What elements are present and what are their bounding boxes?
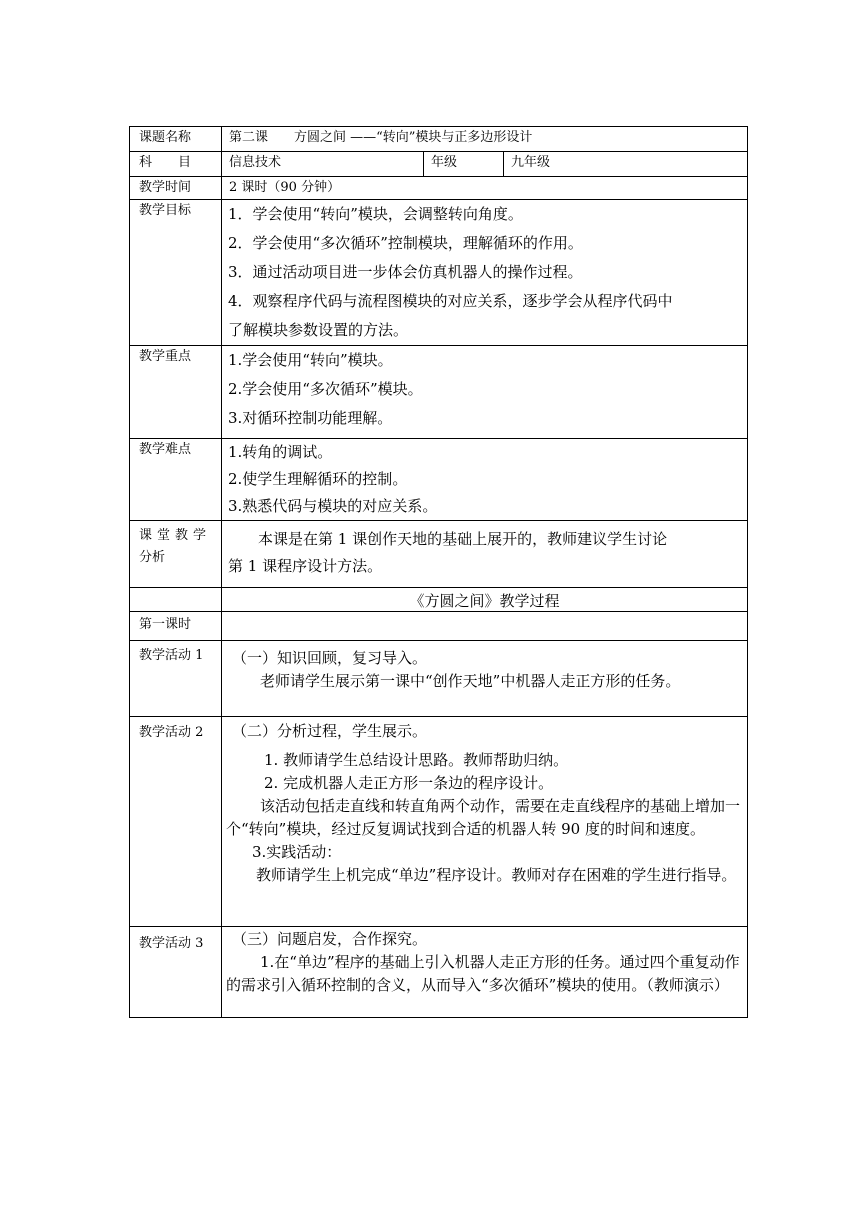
- label-time: 教学时间: [130, 177, 222, 200]
- goal-item: 2．学会使用“多次循环”控制模块，理解循环的作用。: [228, 234, 583, 252]
- label-analysis: [130, 521, 222, 588]
- row-subject: [130, 152, 748, 177]
- activity-1-text: 老师请学生展示第一课中“创作天地”中机器人走正方形的任务。: [260, 672, 681, 690]
- row-activity-3: [130, 927, 748, 1018]
- activity-3-heading: （三）问题启发，合作探究。: [232, 930, 428, 948]
- label-subject: 科 目: [130, 152, 222, 177]
- row-analysis: [130, 521, 748, 588]
- row-time: [130, 177, 748, 200]
- difficulties-cell: [222, 439, 748, 521]
- label-title: 课题名称: [130, 127, 222, 152]
- label-first-period: 第一课时: [130, 612, 222, 641]
- analysis-label-line2: 分析: [139, 550, 166, 565]
- row-process-title: [130, 588, 748, 612]
- goal-item: 3．通过活动项目进一步体会仿真机器人的操作过程。: [228, 263, 583, 281]
- goals-cell: [222, 200, 748, 346]
- row-key-points: [130, 346, 748, 439]
- key-point-item: 1.学会使用“转向”模块。: [228, 351, 393, 369]
- goal-item: 了解模块参数设置的方法。: [228, 321, 409, 339]
- key-point-item: 2.学会使用“多次循环”模块。: [228, 380, 423, 398]
- analysis-text-line2: 第 1 课程序设计方法。: [228, 557, 383, 575]
- activity-2-step2: 2. 完成机器人走正方形一条边的程序设计。: [264, 774, 554, 792]
- difficulty-item: 1.转角的调试。: [228, 443, 333, 461]
- analysis-text-line1: 本课是在第 1 课创作天地的基础上展开的，教师建议学生讨论: [258, 530, 668, 548]
- process-title: 《方圆之间》教学过程: [222, 588, 748, 612]
- activity-2-step3: 3.实践活动：: [252, 843, 342, 861]
- activity-2-step1: 1. 教师请学生总结设计思路。教师帮助归纳。: [264, 751, 569, 769]
- activity-2-cell: [222, 717, 748, 927]
- activity-2-paragraph: 该活动包括走直线和转直角两个动作，需要在走直线程序的基础上增加一个“转向”模块，经过反复调试找到合适的机器人转 90 度的时间和速度。: [226, 797, 741, 838]
- activity-2-paragraph-2: 教师请学生上机完成“单边”程序设计。教师对存在困难的学生进行指导。: [256, 866, 737, 884]
- label-activity-2: 教学活动 2: [130, 717, 222, 927]
- label-activity-3: 教学活动 3: [130, 927, 222, 1018]
- difficulty-item: 3.熟悉代码与模块的对应关系。: [228, 497, 438, 515]
- first-period-empty: [222, 612, 748, 641]
- lesson-plan-table: [129, 126, 748, 1018]
- process-title-empty: [130, 588, 222, 612]
- value-grade: 九年级: [504, 152, 748, 177]
- value-time: 2 课时（90 分钟）: [222, 177, 748, 200]
- analysis-label-line1: 课堂教学: [139, 528, 212, 543]
- activity-1-heading: （一）知识回顾，复习导入。: [232, 649, 428, 667]
- goal-item: 4．观察程序代码与流程图模块的对应关系，逐步学会从程序代码中: [228, 292, 673, 310]
- row-activity-1: [130, 641, 748, 717]
- row-difficulties: [130, 439, 748, 521]
- label-grade: 年级: [424, 152, 504, 177]
- row-goals: [130, 200, 748, 346]
- key-point-item: 3.对循环控制功能理解。: [228, 409, 393, 427]
- value-subject: 信息技术: [222, 152, 424, 177]
- activity-3-cell: [222, 927, 748, 1018]
- row-activity-2: [130, 717, 748, 927]
- label-key-points: 教学重点: [130, 346, 222, 439]
- value-title: 第二课 方圆之间 ——“转向”模块与正多边形设计: [222, 127, 748, 152]
- label-goals: 教学目标: [130, 200, 222, 346]
- difficulty-item: 2.使学生理解循环的控制。: [228, 470, 408, 488]
- row-first-period: [130, 612, 748, 641]
- activity-1-cell: [222, 641, 748, 717]
- label-activity-1: 教学活动 1: [130, 641, 222, 717]
- key-points-cell: [222, 346, 748, 439]
- analysis-cell: [222, 521, 748, 588]
- activity-3-paragraph: 1.在“单边”程序的基础上引入机器人走正方形的任务。通过四个重复动作的需求引入循环控制的含义，从而导入“多次循环”模块的使用。（教师演示）: [226, 953, 740, 994]
- label-difficulties: 教学难点: [130, 439, 222, 521]
- goal-item: 1．学会使用“转向”模块，会调整转向角度。: [228, 205, 523, 223]
- row-title: [130, 127, 748, 152]
- activity-2-heading: （二）分析过程，学生展示。: [232, 722, 428, 740]
